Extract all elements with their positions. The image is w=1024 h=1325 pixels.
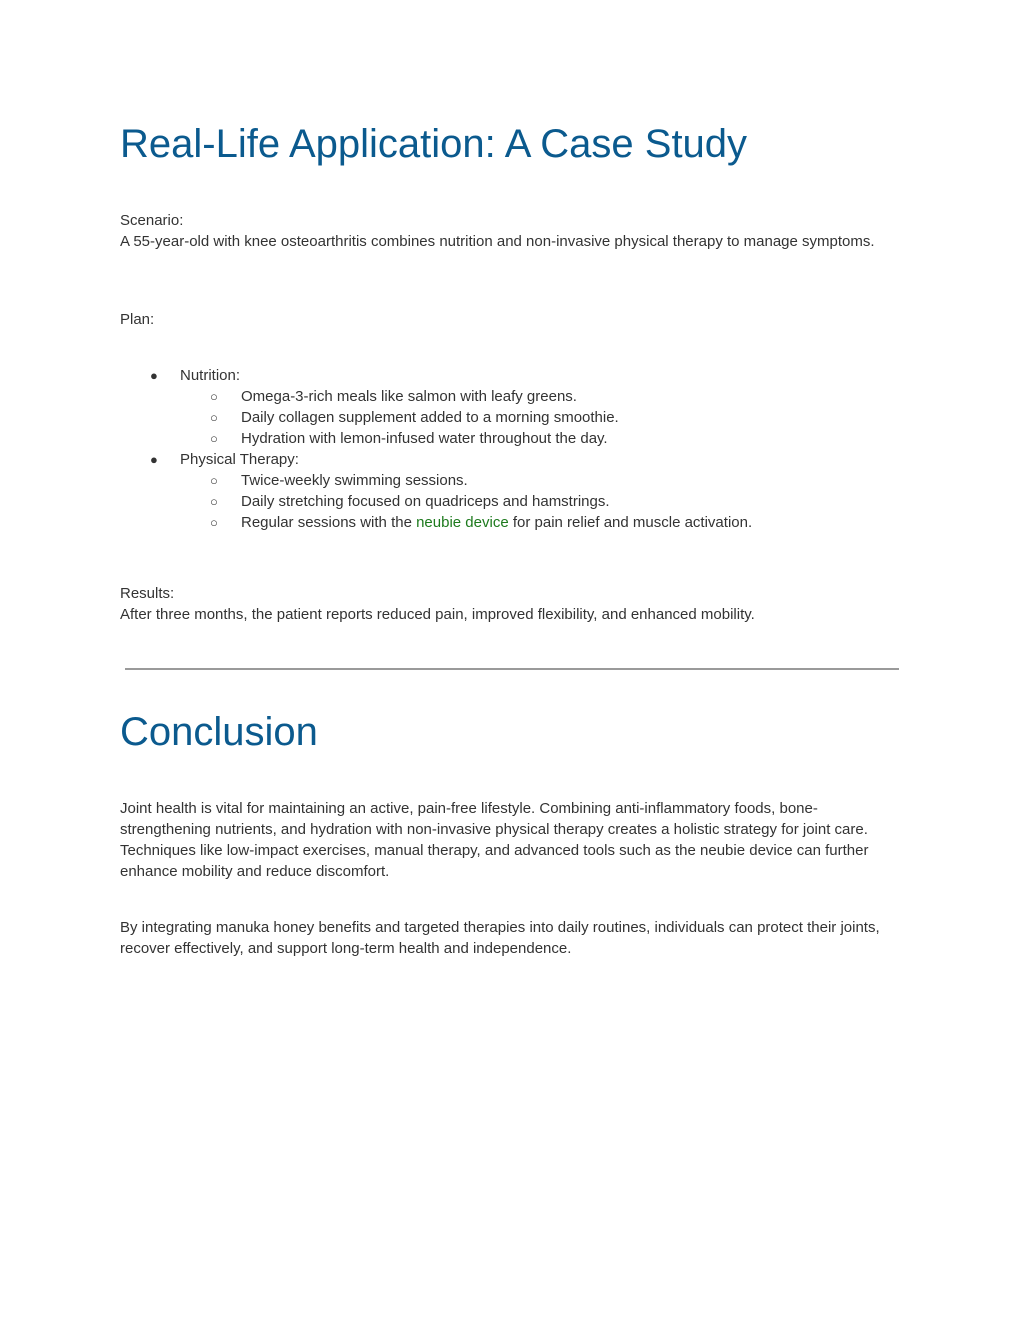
conclusion-paragraph-2: By integrating manuka honey benefits and targeted therapies into daily routines, individuals can protect their joints, recover effectively, and support long-term health and independence. bbox=[120, 919, 880, 957]
neubie-device-link[interactable]: neubie device bbox=[416, 514, 509, 531]
list-item bbox=[120, 428, 752, 449]
plan-list bbox=[120, 365, 752, 533]
therapy-item: Daily stretching focused on quadriceps and hamstrings. bbox=[241, 493, 610, 510]
therapy-item: Twice-weekly swimming sessions. bbox=[241, 472, 468, 489]
list-item bbox=[120, 512, 752, 533]
bullet-icon: ● bbox=[150, 452, 158, 467]
nutrition-item: Hydration with lemon-infused water throughout the day. bbox=[241, 430, 608, 447]
nutrition-item: Daily collagen supplement added to a morning smoothie. bbox=[241, 409, 619, 426]
therapy-item-after-link: for pain relief and muscle activation. bbox=[508, 514, 753, 531]
list-item-physical-therapy bbox=[120, 449, 752, 470]
circle-bullet-icon: ○ bbox=[210, 431, 218, 446]
circle-bullet-icon: ○ bbox=[210, 494, 218, 509]
scenario-text: A 55-year-old with knee osteoarthritis combines nutrition and non-invasive physical therapy to manage symptoms. bbox=[120, 233, 875, 250]
circle-bullet-icon: ○ bbox=[210, 389, 218, 404]
list-item-nutrition bbox=[120, 365, 752, 386]
results-label: Results: bbox=[120, 585, 175, 602]
case-study-title: Real-Life Application: A Case Study bbox=[120, 122, 748, 166]
circle-bullet-icon: ○ bbox=[210, 473, 218, 488]
physical-therapy-label: Physical Therapy: bbox=[180, 451, 299, 468]
list-item bbox=[120, 470, 752, 491]
plan-label: Plan: bbox=[120, 311, 155, 328]
section-divider bbox=[125, 668, 899, 670]
therapy-item-before-link: Regular sessions with the bbox=[241, 514, 417, 531]
circle-bullet-icon: ○ bbox=[210, 515, 218, 530]
results-text: After three months, the patient reports reduced pain, improved flexibility, and enhanced mobility. bbox=[120, 606, 755, 623]
nutrition-label: Nutrition: bbox=[180, 367, 241, 384]
nutrition-item: Omega-3-rich meals like salmon with leafy greens. bbox=[241, 388, 577, 405]
circle-bullet-icon: ○ bbox=[210, 410, 218, 425]
list-item bbox=[120, 386, 752, 407]
list-item bbox=[120, 491, 752, 512]
conclusion-title: Conclusion bbox=[120, 710, 318, 754]
list-item bbox=[120, 407, 752, 428]
bullet-icon: ● bbox=[150, 368, 158, 383]
conclusion-paragraph-1: Joint health is vital for maintaining an active, pain-free lifestyle. Combining anti-inflammatory foods, bone-strengthening nutrients, and hydration with non-invasive physical therapy creates a holistic strategy for joint care. Techniques like low-impact exercises, manual therapy, and advanced tools such as the neubie device can further enhance mobility and reduce discomfort. bbox=[120, 800, 869, 880]
scenario-label: Scenario: bbox=[120, 212, 184, 229]
